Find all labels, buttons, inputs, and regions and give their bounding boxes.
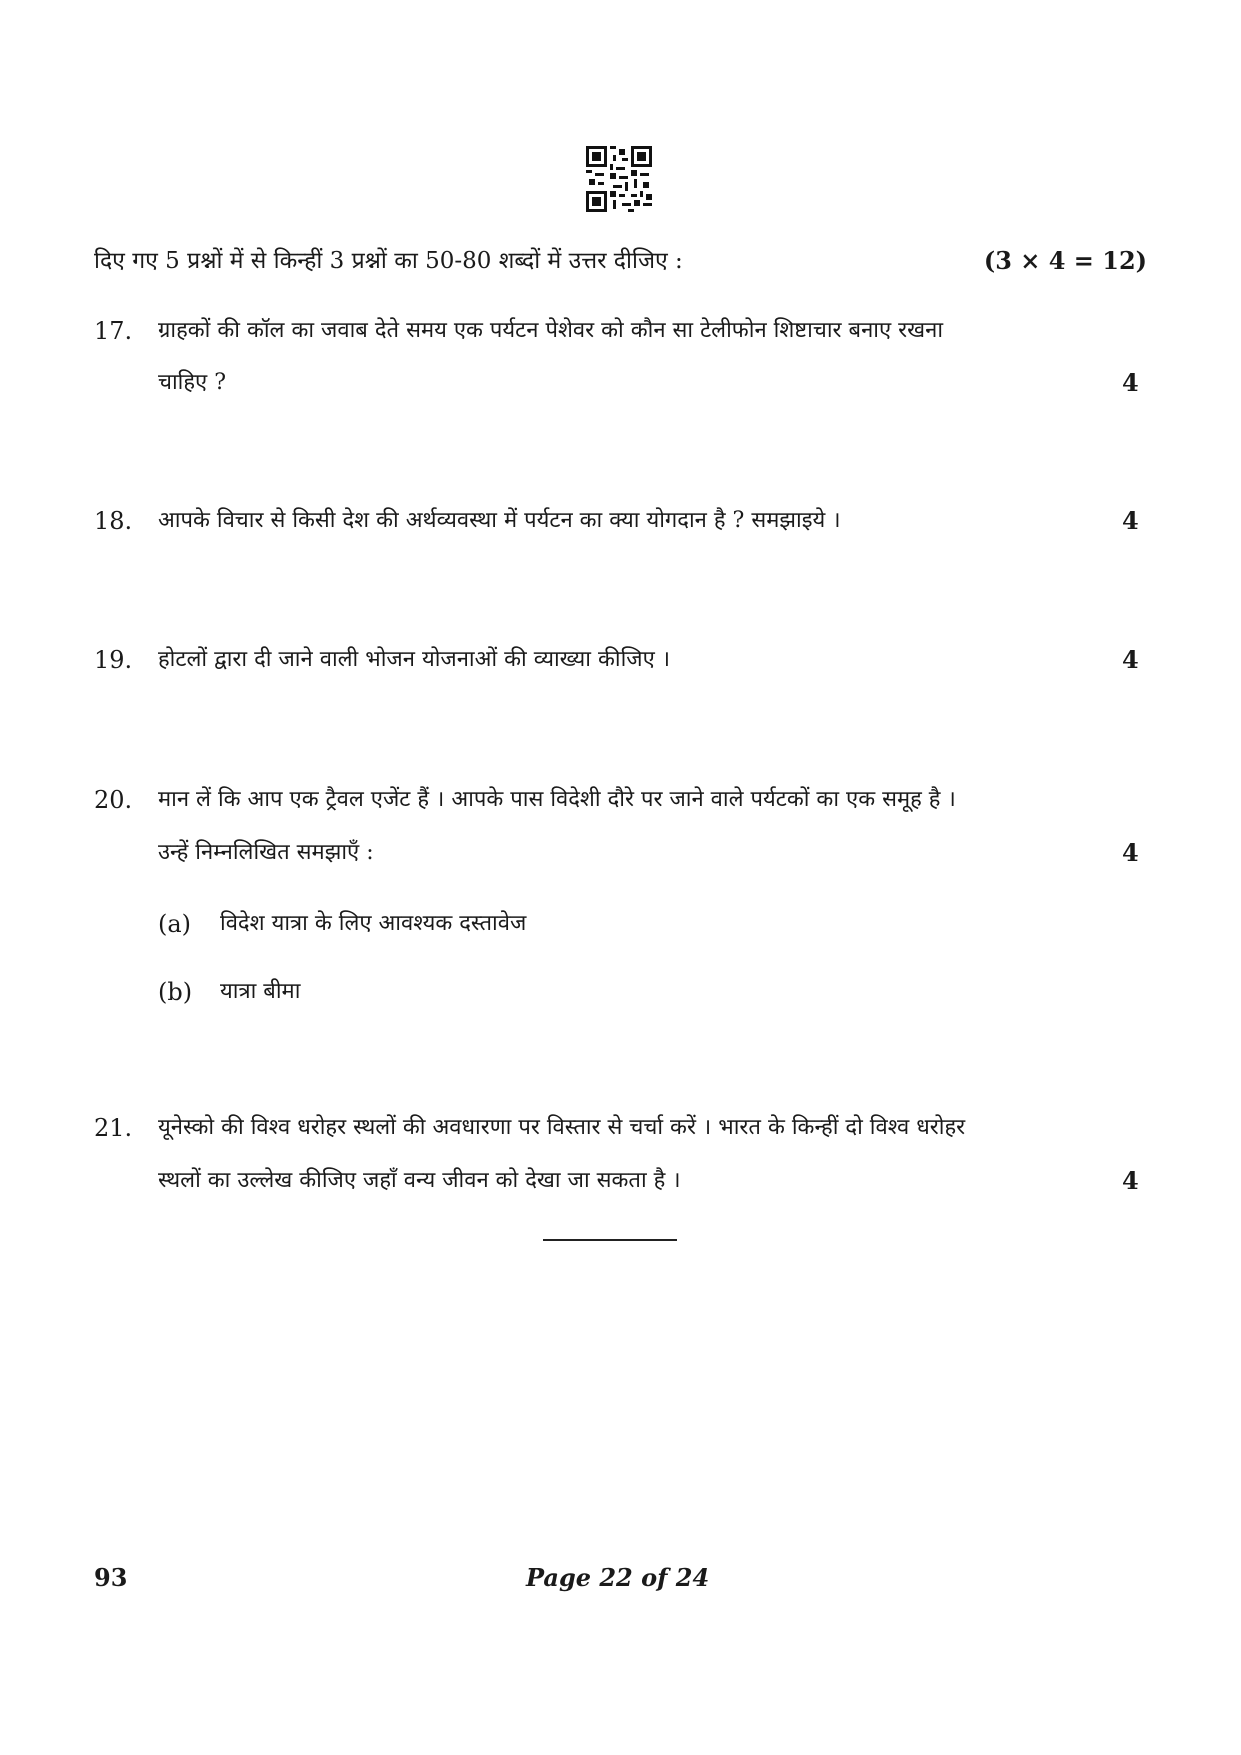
subpart-label: (a)	[158, 910, 192, 938]
question-text-line: स्थलों का उल्लेख कीजिए जहाँ वन्य जीवन को देखा जा सकता है ।	[158, 1168, 681, 1193]
question-marks: 4	[1122, 1166, 1139, 1195]
question-text-line: यूनेस्को की विश्व धरोहर स्थलों की अवधारणा पर विस्तार से चर्चा करें । भारत के किन्हीं दो विश्व धरोहर	[158, 1115, 966, 1140]
section-instructions: दिए गए 5 प्रश्नों में से किन्हीं 3 प्रश्नों का 50-80 शब्दों में उत्तर दीजिए :	[94, 248, 683, 274]
question-marks: 4	[1122, 645, 1139, 674]
question-number: 20.	[94, 786, 133, 814]
question-number: 17.	[94, 317, 133, 345]
question-text-line: चाहिए ?	[158, 370, 227, 395]
subpart-text: यात्रा बीमा	[220, 979, 301, 1004]
paper-code: 93	[94, 1563, 128, 1592]
question-text-line: मान लें कि आप एक ट्रैवल एजेंट हैं । आपके पास विदेशी दौरे पर जाने वाले पर्यटकों का एक समूह है ।	[158, 787, 956, 812]
question-marks: 4	[1122, 368, 1139, 397]
section-marks-formula: (3 × 4 = 12)	[983, 246, 1147, 275]
subpart-label: (b)	[158, 978, 193, 1006]
end-divider	[543, 1239, 677, 1241]
question-text-line: ग्राहकों की कॉल का जवाब देते समय एक पर्यटन पेशेवर को कौन सा टेलीफोन शिष्टाचार बनाए रखना	[158, 318, 944, 343]
question-text-line: उन्हें निम्नलिखित समझाएँ :	[158, 840, 374, 865]
question-marks: 4	[1122, 838, 1139, 867]
subpart-text: विदेश यात्रा के लिए आवश्यक दस्तावेज	[220, 911, 527, 936]
question-number: 19.	[94, 646, 133, 674]
question-number: 21.	[94, 1114, 133, 1142]
question-marks: 4	[1122, 506, 1139, 535]
question-text-line: होटलों द्वारा दी जाने वाली भोजन योजनाओं की व्याख्या कीजिए ।	[158, 647, 671, 672]
qr-code	[586, 146, 652, 212]
page-number: Page 22 of 24	[526, 1563, 710, 1592]
question-number: 18.	[94, 507, 133, 535]
question-text-line: आपके विचार से किसी देश की अर्थव्यवस्था में पर्यटन का क्या योगदान है ? समझाइये ।	[158, 508, 841, 533]
